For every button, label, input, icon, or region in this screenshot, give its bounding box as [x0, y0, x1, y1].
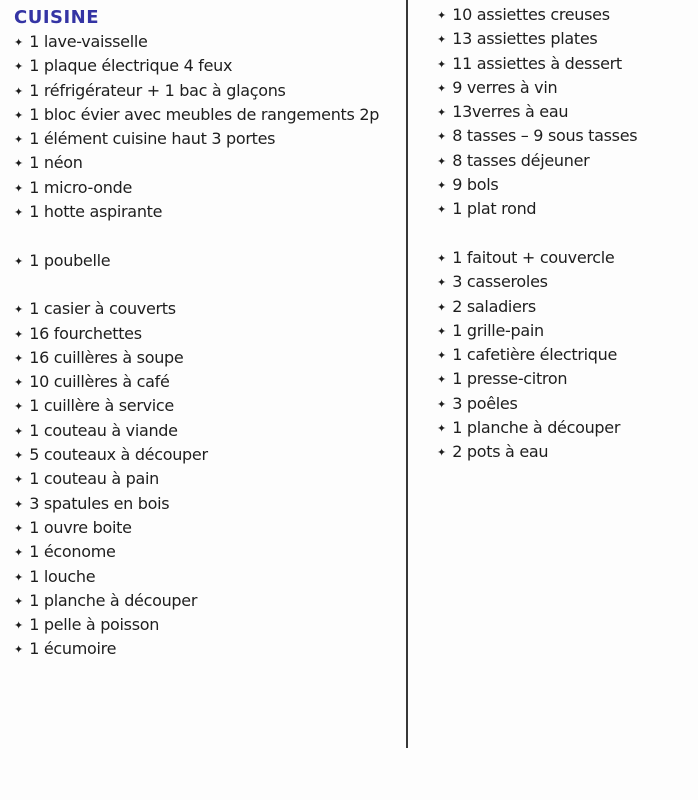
- diamond-bullet-icon: ✦: [14, 157, 24, 171]
- list-item-text: 16 fourchettes: [29, 323, 142, 343]
- diamond-bullet-icon: ✦: [437, 324, 447, 338]
- list-item-text: 1 faitout + couvercle: [452, 247, 615, 267]
- list-item: [14, 54, 399, 78]
- diamond-bullet-icon: ✦: [437, 373, 447, 387]
- list-item-text: 1 couteau à pain: [29, 469, 159, 489]
- diamond-bullet-icon: ✦: [437, 446, 447, 460]
- diamond-bullet-icon: ✦: [437, 397, 447, 411]
- list-item-text: 16 cuillères à soupe: [29, 347, 184, 367]
- list-item: [14, 249, 399, 273]
- list-item: [14, 492, 399, 516]
- diamond-bullet-icon: ✦: [437, 349, 447, 363]
- list-item-text: 1 hotte aspirante: [29, 202, 163, 222]
- list-item: [437, 392, 692, 416]
- list-item-text: 13 assiettes plates: [452, 29, 598, 49]
- list-item-text: 1 presse-citron: [452, 369, 568, 389]
- list-item-text: 1 écumoire: [29, 639, 117, 659]
- list-item-text: 10 cuillères à café: [29, 372, 170, 392]
- list-item: [437, 124, 692, 148]
- column-divider-rule: [406, 0, 408, 748]
- diamond-bullet-icon: ✦: [437, 106, 447, 120]
- list-item-text: 1 micro-onde: [29, 177, 133, 197]
- diamond-bullet-icon: ✦: [437, 33, 447, 47]
- diamond-bullet-icon: ✦: [14, 60, 24, 74]
- list-item: [14, 394, 399, 418]
- diamond-bullet-icon: ✦: [437, 276, 447, 290]
- blank-line: [14, 224, 399, 248]
- list-item-text: 9 bols: [452, 175, 499, 195]
- list-item: [437, 343, 692, 367]
- list-item: [14, 419, 399, 443]
- list-item-text: 8 tasses – 9 sous tasses: [452, 126, 638, 146]
- list-item-text: 13verres à eau: [452, 102, 569, 122]
- list-item: [437, 416, 692, 440]
- diamond-bullet-icon: ✦: [14, 546, 24, 560]
- list-item: [14, 370, 399, 394]
- diamond-bullet-icon: ✦: [14, 133, 24, 147]
- diamond-bullet-icon: ✦: [437, 130, 447, 144]
- list-item-text: 1 cuillère à service: [29, 396, 174, 416]
- list-item-text: 11 assiettes à dessert: [452, 53, 622, 73]
- blank-line: [14, 273, 399, 297]
- list-item: [14, 613, 399, 637]
- blank-line: [437, 222, 692, 246]
- list-item-text: 10 assiettes creuses: [452, 5, 610, 24]
- diamond-bullet-icon: ✦: [14, 643, 24, 657]
- page-title: CUISINE: [14, 7, 100, 28]
- list-item: [437, 440, 692, 464]
- diamond-bullet-icon: ✦: [14, 36, 24, 49]
- diamond-bullet-icon: ✦: [437, 154, 447, 168]
- list-item: [14, 297, 399, 321]
- list-item: [437, 76, 692, 100]
- diamond-bullet-icon: ✦: [14, 254, 24, 268]
- diamond-bullet-icon: ✦: [437, 203, 447, 217]
- list-item-text: 1 planche à découper: [452, 418, 621, 438]
- list-item-text: 1 planche à découper: [29, 590, 198, 610]
- diamond-bullet-icon: ✦: [14, 327, 24, 341]
- list-item-text: 1 cafetière électrique: [452, 345, 618, 365]
- diamond-bullet-icon: ✦: [14, 303, 24, 317]
- diamond-bullet-icon: ✦: [437, 251, 447, 265]
- diamond-bullet-icon: ✦: [14, 351, 24, 365]
- list-item: [14, 103, 399, 127]
- list-item: [14, 540, 399, 564]
- diamond-bullet-icon: ✦: [14, 400, 24, 414]
- diamond-bullet-icon: ✦: [437, 57, 447, 71]
- left-item-list: [14, 30, 399, 662]
- list-item: [437, 100, 692, 124]
- list-item: [437, 367, 692, 391]
- diamond-bullet-icon: ✦: [14, 619, 24, 633]
- diamond-bullet-icon: ✦: [437, 9, 447, 22]
- list-item-text: 1 couteau à viande: [29, 420, 178, 440]
- list-item: [14, 467, 399, 491]
- list-item: [437, 246, 692, 270]
- diamond-bullet-icon: ✦: [437, 300, 447, 314]
- list-item-text: 3 casseroles: [452, 272, 548, 292]
- list-item: [437, 295, 692, 319]
- list-item-text: 1 casier à couverts: [29, 299, 176, 319]
- list-item: [14, 637, 399, 661]
- list-item: [14, 176, 399, 200]
- list-item-text: 1 plaque électrique 4 feux: [29, 56, 233, 76]
- list-item-text: 3 poêles: [452, 393, 518, 413]
- list-item: [14, 322, 399, 346]
- list-item-text: 2 pots à eau: [452, 442, 549, 462]
- diamond-bullet-icon: ✦: [14, 594, 24, 608]
- list-item: [14, 346, 399, 370]
- list-item-text: 1 élément cuisine haut 3 portes: [29, 129, 276, 149]
- list-item-text: 5 couteaux à découper: [29, 445, 208, 465]
- list-item-text: 2 saladiers: [452, 296, 536, 316]
- list-item-text: 8 tasses déjeuner: [452, 150, 590, 170]
- diamond-bullet-icon: ✦: [437, 422, 447, 436]
- list-item-text: 1 lave-vaisselle: [29, 32, 148, 51]
- list-item: [14, 200, 399, 224]
- list-item: [437, 197, 692, 221]
- diamond-bullet-icon: ✦: [14, 84, 24, 98]
- list-item: [14, 30, 399, 54]
- list-item-text: 1 poubelle: [29, 250, 111, 270]
- list-item: [437, 52, 692, 76]
- list-item: [14, 151, 399, 175]
- right-item-list: [437, 3, 692, 465]
- diamond-bullet-icon: ✦: [14, 473, 24, 487]
- list-item: [437, 3, 692, 27]
- list-item-text: 1 pelle à poisson: [29, 615, 160, 635]
- list-item: [437, 149, 692, 173]
- diamond-bullet-icon: ✦: [14, 376, 24, 390]
- list-item: [437, 270, 692, 294]
- diamond-bullet-icon: ✦: [14, 108, 24, 122]
- list-item-text: 3 spatules en bois: [29, 493, 170, 513]
- list-item: [14, 443, 399, 467]
- list-item-text: 1 bloc évier avec meubles de rangements 2p: [29, 104, 380, 124]
- list-item: [14, 516, 399, 540]
- diamond-bullet-icon: ✦: [437, 81, 447, 95]
- diamond-bullet-icon: ✦: [437, 179, 447, 193]
- list-item: [14, 565, 399, 589]
- list-item: [14, 79, 399, 103]
- right-column: [437, 0, 692, 465]
- list-item-text: 1 économe: [29, 542, 116, 562]
- list-item-text: 1 néon: [29, 153, 83, 173]
- list-item: [437, 173, 692, 197]
- list-item: [14, 589, 399, 613]
- diamond-bullet-icon: ✦: [14, 570, 24, 584]
- diamond-bullet-icon: ✦: [14, 206, 24, 220]
- diamond-bullet-icon: ✦: [14, 497, 24, 511]
- diamond-bullet-icon: ✦: [14, 521, 24, 535]
- list-item-text: 1 plat rond: [452, 199, 537, 219]
- list-item: [437, 319, 692, 343]
- list-item: [437, 27, 692, 51]
- diamond-bullet-icon: ✦: [14, 449, 24, 463]
- list-item-text: 1 réfrigérateur + 1 bac à glaçons: [29, 80, 286, 100]
- left-column: [14, 0, 399, 662]
- list-item-text: 1 ouvre boite: [29, 517, 132, 537]
- diamond-bullet-icon: ✦: [14, 181, 24, 195]
- list-item-text: 9 verres à vin: [452, 77, 558, 97]
- list-item: [14, 127, 399, 151]
- list-item-text: 1 louche: [29, 566, 96, 586]
- list-item-text: 1 grille-pain: [452, 320, 544, 340]
- diamond-bullet-icon: ✦: [14, 424, 24, 438]
